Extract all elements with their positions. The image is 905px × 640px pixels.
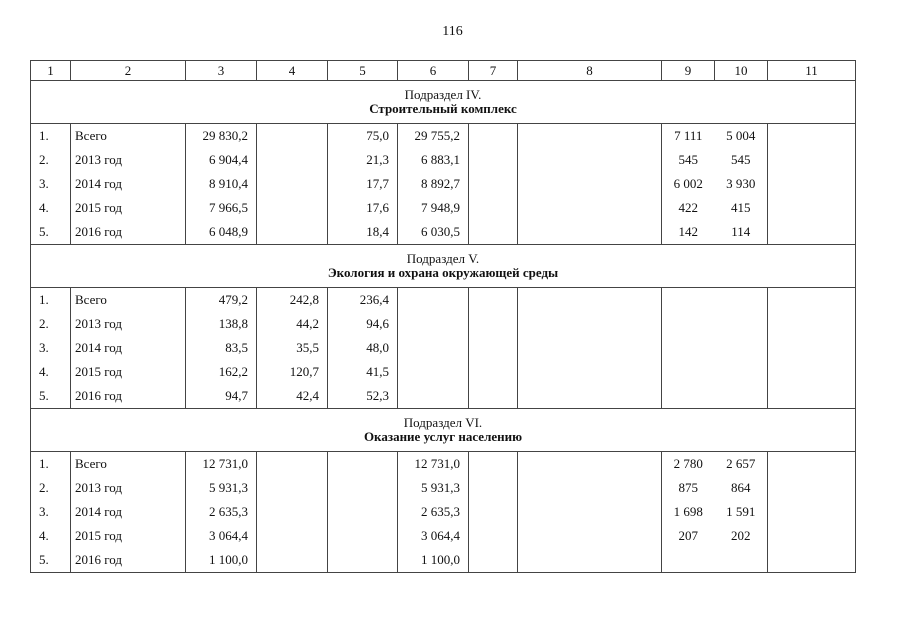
table-cell-c6 [398,288,469,313]
table-cell-c9: 545 [662,148,715,172]
column-number-row [31,61,856,81]
column-header: 3 [186,61,257,81]
table-cell-c10: 415 [715,196,768,220]
table-cell-c7 [469,288,518,313]
table-cell-c4 [257,220,328,245]
table-cell-c2: 2015 год [71,524,186,548]
table-cell-c2: Всего [71,452,186,477]
table-cell-c4: 242,8 [257,288,328,313]
table-cell-c10 [715,360,768,384]
table-cell-c3: 162,2 [186,360,257,384]
table-cell-c2: 2015 год [71,196,186,220]
table-cell-c8 [518,172,662,196]
table-cell-c4 [257,548,328,573]
table-cell-c7 [469,148,518,172]
table-cell-c7 [469,548,518,573]
table-cell-c7 [469,196,518,220]
table-row [31,336,856,360]
section-header-row [31,81,856,124]
table-cell-c6: 12 731,0 [398,452,469,477]
table-cell-c8 [518,312,662,336]
table-cell-c4 [257,452,328,477]
table-cell-c11 [768,172,856,196]
table-cell-c9 [662,336,715,360]
table-cell-c1: 4. [31,196,71,220]
column-header: 4 [257,61,328,81]
table-cell-c10: 5 004 [715,124,768,149]
table-cell-c10 [715,548,768,573]
table-cell-c2: 2016 год [71,548,186,573]
table-cell-c11 [768,196,856,220]
table-cell-c8 [518,220,662,245]
table-cell-c2: 2016 год [71,384,186,409]
table-cell-c1: 2. [31,148,71,172]
table-cell-c9: 207 [662,524,715,548]
table-cell-c3: 7 966,5 [186,196,257,220]
table-cell-c4 [257,500,328,524]
table-cell-c8 [518,336,662,360]
table-cell-c5: 17,6 [328,196,398,220]
table-cell-c4 [257,172,328,196]
column-header: 2 [71,61,186,81]
section-title: Экология и охрана окружающей среды [327,265,559,280]
table-row [31,524,856,548]
column-header: 11 [768,61,856,81]
table-cell-c11 [768,360,856,384]
column-header: 5 [328,61,398,81]
table-cell-c10 [715,336,768,360]
section-title: Оказание услуг населению [363,429,523,444]
table-cell-c3: 29 830,2 [186,124,257,149]
table-cell-c4: 44,2 [257,312,328,336]
table-cell-c5: 41,5 [328,360,398,384]
table-cell-c9: 2 780 [662,452,715,477]
table-row [31,220,856,245]
table-cell-c4 [257,476,328,500]
table-cell-c10: 2 657 [715,452,768,477]
table-cell-c3: 94,7 [186,384,257,409]
table-cell-c3: 8 910,4 [186,172,257,196]
table-cell-c10: 1 591 [715,500,768,524]
table-cell-c11 [768,500,856,524]
section-label: Подраздел IV. [404,87,482,102]
budget-table [30,60,856,573]
table-cell-c6: 29 755,2 [398,124,469,149]
table-cell-c6 [398,336,469,360]
table-cell-c6: 8 892,7 [398,172,469,196]
section-header-row [31,245,856,288]
table-cell-c2: 2014 год [71,500,186,524]
table-cell-c10: 114 [715,220,768,245]
table-cell-c5 [328,548,398,573]
table-cell-c2: 2014 год [71,172,186,196]
table-row [31,360,856,384]
table-cell-c3: 5 931,3 [186,476,257,500]
table-cell-c10: 202 [715,524,768,548]
table-cell-c1: 3. [31,172,71,196]
table-cell-c2: 2013 год [71,476,186,500]
table-row [31,312,856,336]
table-cell-c9: 6 002 [662,172,715,196]
table-cell-c10: 864 [715,476,768,500]
section-header [31,245,856,288]
table-cell-c11 [768,312,856,336]
table-cell-c8 [518,384,662,409]
table-cell-c9: 875 [662,476,715,500]
table-cell-c11 [768,220,856,245]
table-cell-c8 [518,524,662,548]
column-header: 8 [518,61,662,81]
table-cell-c3: 6 904,4 [186,148,257,172]
table-cell-c1: 1. [31,124,71,149]
table-row [31,148,856,172]
table-cell-c1: 4. [31,360,71,384]
table-cell-c1: 1. [31,452,71,477]
table-cell-c2: 2016 год [71,220,186,245]
table-row [31,452,856,477]
section-header-row [31,409,856,452]
table-cell-c6: 7 948,9 [398,196,469,220]
table-cell-c8 [518,500,662,524]
table-cell-c1: 5. [31,548,71,573]
table-cell-c11 [768,124,856,149]
table-cell-c11 [768,148,856,172]
table-cell-c11 [768,384,856,409]
table-cell-c3: 479,2 [186,288,257,313]
table-cell-c8 [518,452,662,477]
table-cell-c7 [469,124,518,149]
table-cell-c3: 2 635,3 [186,500,257,524]
table-cell-c6 [398,384,469,409]
column-header: 6 [398,61,469,81]
table-cell-c3: 12 731,0 [186,452,257,477]
table-cell-c8 [518,360,662,384]
table-cell-c5: 17,7 [328,172,398,196]
table-cell-c9 [662,360,715,384]
table-cell-c2: 2013 год [71,148,186,172]
table-cell-c8 [518,148,662,172]
table-cell-c6: 1 100,0 [398,548,469,573]
table-cell-c11 [768,452,856,477]
column-header: 1 [31,61,71,81]
table-cell-c7 [469,452,518,477]
table-cell-c10: 3 930 [715,172,768,196]
table-cell-c7 [469,336,518,360]
table-cell-c7 [469,360,518,384]
table-cell-c6: 2 635,3 [398,500,469,524]
table-cell-c10 [715,288,768,313]
table-cell-c1: 4. [31,524,71,548]
table-cell-c3: 1 100,0 [186,548,257,573]
table-cell-c11 [768,336,856,360]
table-cell-c6: 5 931,3 [398,476,469,500]
table-cell-c2: Всего [71,288,186,313]
table-cell-c9 [662,288,715,313]
table-cell-c9: 422 [662,196,715,220]
table-cell-c7 [469,220,518,245]
table-cell-c7 [469,312,518,336]
table-cell-c3: 6 048,9 [186,220,257,245]
table-row [31,476,856,500]
table-cell-c5 [328,500,398,524]
table-cell-c1: 5. [31,384,71,409]
table-cell-c6 [398,360,469,384]
section-header [31,409,856,452]
table-cell-c6: 6 883,1 [398,148,469,172]
table-cell-c1: 5. [31,220,71,245]
table-row [31,196,856,220]
table-row [31,384,856,409]
section-header [31,81,856,124]
table-cell-c7 [469,524,518,548]
table-cell-c7 [469,500,518,524]
section-label: Подраздел VI. [403,415,483,430]
table-row [31,288,856,313]
table-row [31,548,856,573]
table-cell-c5: 94,6 [328,312,398,336]
table-cell-c5: 18,4 [328,220,398,245]
table-cell-c2: 2014 год [71,336,186,360]
table-cell-c8 [518,288,662,313]
table-cell-c8 [518,124,662,149]
table-cell-c9 [662,312,715,336]
table-cell-c8 [518,548,662,573]
table-cell-c9: 7 111 [662,124,715,149]
table-cell-c1: 3. [31,500,71,524]
table-cell-c6 [398,312,469,336]
table-cell-c6: 6 030,5 [398,220,469,245]
table-cell-c7 [469,476,518,500]
table-cell-c5: 75,0 [328,124,398,149]
table-cell-c4: 120,7 [257,360,328,384]
table-cell-c7 [469,384,518,409]
page-number: 116 [442,24,463,39]
table-cell-c11 [768,288,856,313]
table-cell-c8 [518,476,662,500]
table-cell-c5 [328,452,398,477]
table-cell-c2: Всего [71,124,186,149]
section-title: Строительный комплекс [369,101,517,116]
table-cell-c9: 1 698 [662,500,715,524]
table-cell-c5: 21,3 [328,148,398,172]
column-header: 7 [469,61,518,81]
table-cell-c1: 2. [31,476,71,500]
table-cell-c10: 545 [715,148,768,172]
table-row [31,124,856,149]
table-cell-c1: 2. [31,312,71,336]
section-label: Подраздел V. [406,251,480,266]
table-cell-c9 [662,548,715,573]
table-row [31,172,856,196]
table-cell-c7 [469,172,518,196]
table-cell-c2: 2013 год [71,312,186,336]
table-cell-c4 [257,124,328,149]
table-body [31,61,856,573]
table-cell-c9: 142 [662,220,715,245]
table-cell-c10 [715,384,768,409]
table-cell-c5: 48,0 [328,336,398,360]
table-cell-c5 [328,524,398,548]
column-header: 10 [715,61,768,81]
table-cell-c4 [257,524,328,548]
table-cell-c6: 3 064,4 [398,524,469,548]
table-cell-c4: 42,4 [257,384,328,409]
table-cell-c4: 35,5 [257,336,328,360]
table-cell-c8 [518,196,662,220]
table-cell-c3: 83,5 [186,336,257,360]
table-cell-c9 [662,384,715,409]
table-cell-c4 [257,196,328,220]
table-cell-c5 [328,476,398,500]
table-cell-c4 [257,148,328,172]
column-header: 9 [662,61,715,81]
table-cell-c3: 138,8 [186,312,257,336]
table-cell-c3: 3 064,4 [186,524,257,548]
table-cell-c11 [768,476,856,500]
table-cell-c5: 52,3 [328,384,398,409]
table-cell-c10 [715,312,768,336]
table-cell-c1: 3. [31,336,71,360]
table-cell-c5: 236,4 [328,288,398,313]
table-cell-c1: 1. [31,288,71,313]
table-cell-c2: 2015 год [71,360,186,384]
table-cell-c11 [768,524,856,548]
table-cell-c11 [768,548,856,573]
table-row [31,500,856,524]
